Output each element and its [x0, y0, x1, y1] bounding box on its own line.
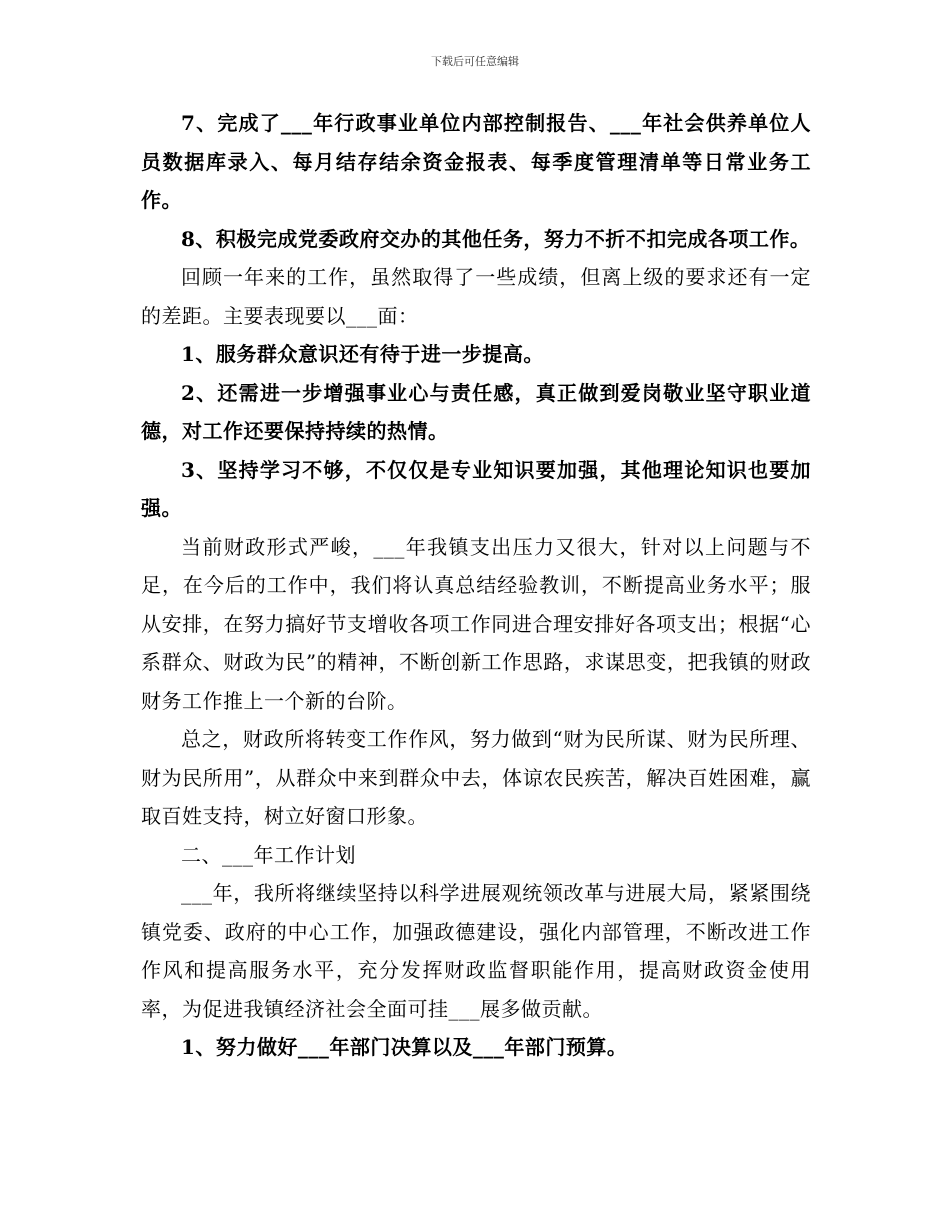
paragraph-plan-item-1: 1、努力做好___年部门决算以及___年部门预算。 — [181, 1035, 628, 1059]
paragraph-item-7: 7、完成了___年行政事业单位内部控制报告、___年社会供养单位人员数据库录入、每月结存结余资金报表、每季度管理清单等日常业务工作。 — [141, 111, 811, 212]
paragraph-plan-intro: ___年，我所将继续坚持以科学进展观统领改革与进展大局，紧紧围绕镇党委、政府的中心工作，加强政德建设，强化内部管理，不断改进工作作风和提高服务水平，充分发挥财政监督职能作用，提高财政资金使用率，为促进我镇经济社会全面可挂___展多做贡献。 — [141, 881, 811, 1021]
paragraph-issue-3: 3、坚持学习不够，不仅仅是专业知识要加强，其他理论知识也要加强。 — [141, 457, 811, 520]
paragraph-current-situation: 当前财政形式严峻，___年我镇支出压力又很大，针对以上问题与不足，在今后的工作中，我们将认真总结经验教训，不断提高业务水平；服从安排，在努力搞好节支增收各项工作同进合理安排好各项支出；根据“心系群众、财政为民”的精神，不断创新工作思路，求谋思变，把我镇的财政财务工作推上一个新的台阶。 — [141, 534, 811, 713]
paragraph-review: 回顾一年来的工作，虽然取得了一些成绩，但离上级的要求还有一定的差距。主要表现要以___面： — [141, 265, 811, 328]
paragraph-issue-1: 1、服务群众意识还有待于进一步提高。 — [181, 342, 544, 366]
paragraph-summary: 总之，财政所将转变工作作风，努力做到“财为民所谋、财为民所理、财为民所用”，从群众中来到群众中去，体谅农民疾苦，解决百姓困难，赢取百姓支持，树立好窗口形象。 — [141, 727, 811, 828]
document-body — [141, 104, 811, 1067]
paragraph-issue-2: 2、还需进一步增强事业心与责任感，真正做到爱岗敬业坚守职业道德，对工作还要保持持续的热情。 — [141, 380, 811, 443]
section-heading-work-plan: 二、___年工作计划 — [181, 842, 356, 867]
paragraph-item-8: 8、积极完成党委政府交办的其他任务，努力不折不扣完成各项工作。 — [181, 226, 811, 251]
page-header: 下载后可任意编辑 — [431, 55, 519, 68]
